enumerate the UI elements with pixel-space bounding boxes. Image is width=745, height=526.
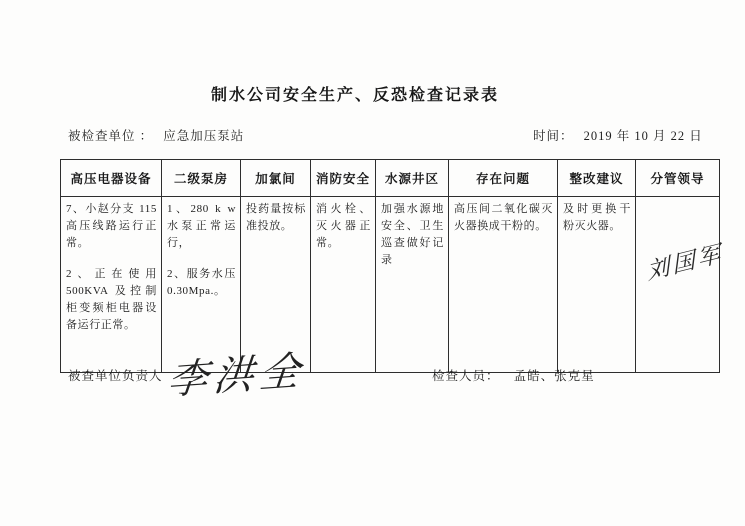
cell-paragraph: 2、正在使用 500KVA 及控制柜变频柜电器设备运行正常。 (66, 268, 157, 332)
table-data-row (61, 197, 720, 373)
cell-paragraph: 7、小赵分支 115 高压线路运行正常。 (66, 203, 157, 250)
cell-paragraph: 及时更换干粉灭火器。 (563, 203, 631, 233)
date-label: 时间： (533, 129, 574, 143)
cell-fire-safety (311, 197, 376, 373)
header-secondary-pump-room: 二级泵房 (162, 160, 241, 197)
cell-existing-problems (449, 197, 558, 373)
responsible-person-label: 被查单位负责人 (68, 369, 163, 383)
inspectors-label: 检查人员： (432, 369, 500, 383)
date-value: 2019 年 10 月 22 日 (583, 129, 703, 143)
header-existing-problems: 存在问题 (449, 160, 558, 197)
inspection-date (533, 126, 703, 144)
cell-paragraph: 消火栓、灭火器正常。 (316, 203, 371, 250)
inspectors-block (432, 366, 595, 384)
cell-paragraph: 2、服务水压 0.30Mpa.。 (167, 268, 236, 298)
header-water-source-area: 水源井区 (376, 160, 449, 197)
inspection-record-table (60, 159, 725, 373)
leader-handwritten-signature: 刘国军 (645, 240, 725, 285)
header-rectification-suggestions: 整改建议 (558, 160, 636, 197)
cell-paragraph: 加强水源地安全、卫生巡查做好记录 (381, 203, 444, 267)
header-high-voltage-equipment: 高压电器设备 (61, 160, 162, 197)
cell-high-voltage-equipment (61, 197, 162, 373)
inspectors-value: 孟皓、张克星 (513, 369, 595, 383)
cell-paragraph: 投药量按标准投放。 (246, 203, 306, 233)
cell-paragraph: 1、280 k w 水泵正常运行， (167, 203, 236, 250)
cell-leader-signature (636, 197, 725, 373)
header-chlorination-room: 加氯间 (241, 160, 311, 197)
inspected-unit (68, 126, 244, 144)
inspected-unit-value: 应急加压泵站 (163, 129, 245, 143)
document-title: 制水公司安全生产、反恐检查记录表 (210, 87, 499, 104)
header-leader-in-charge: 分管领导 (636, 160, 720, 197)
header-fire-safety: 消防安全 (311, 160, 376, 197)
cell-paragraph: 高压间二氧化碳灭火器换成干粉的。 (454, 203, 553, 233)
inspected-unit-label: 被检查单位 ： (68, 129, 154, 143)
cell-rectification-suggestions (558, 197, 636, 373)
cell-water-source-area (376, 197, 449, 373)
responsible-handwritten-signature: 李洪全 (165, 347, 308, 404)
responsible-person-block (68, 366, 163, 384)
table-header-row (61, 160, 720, 197)
